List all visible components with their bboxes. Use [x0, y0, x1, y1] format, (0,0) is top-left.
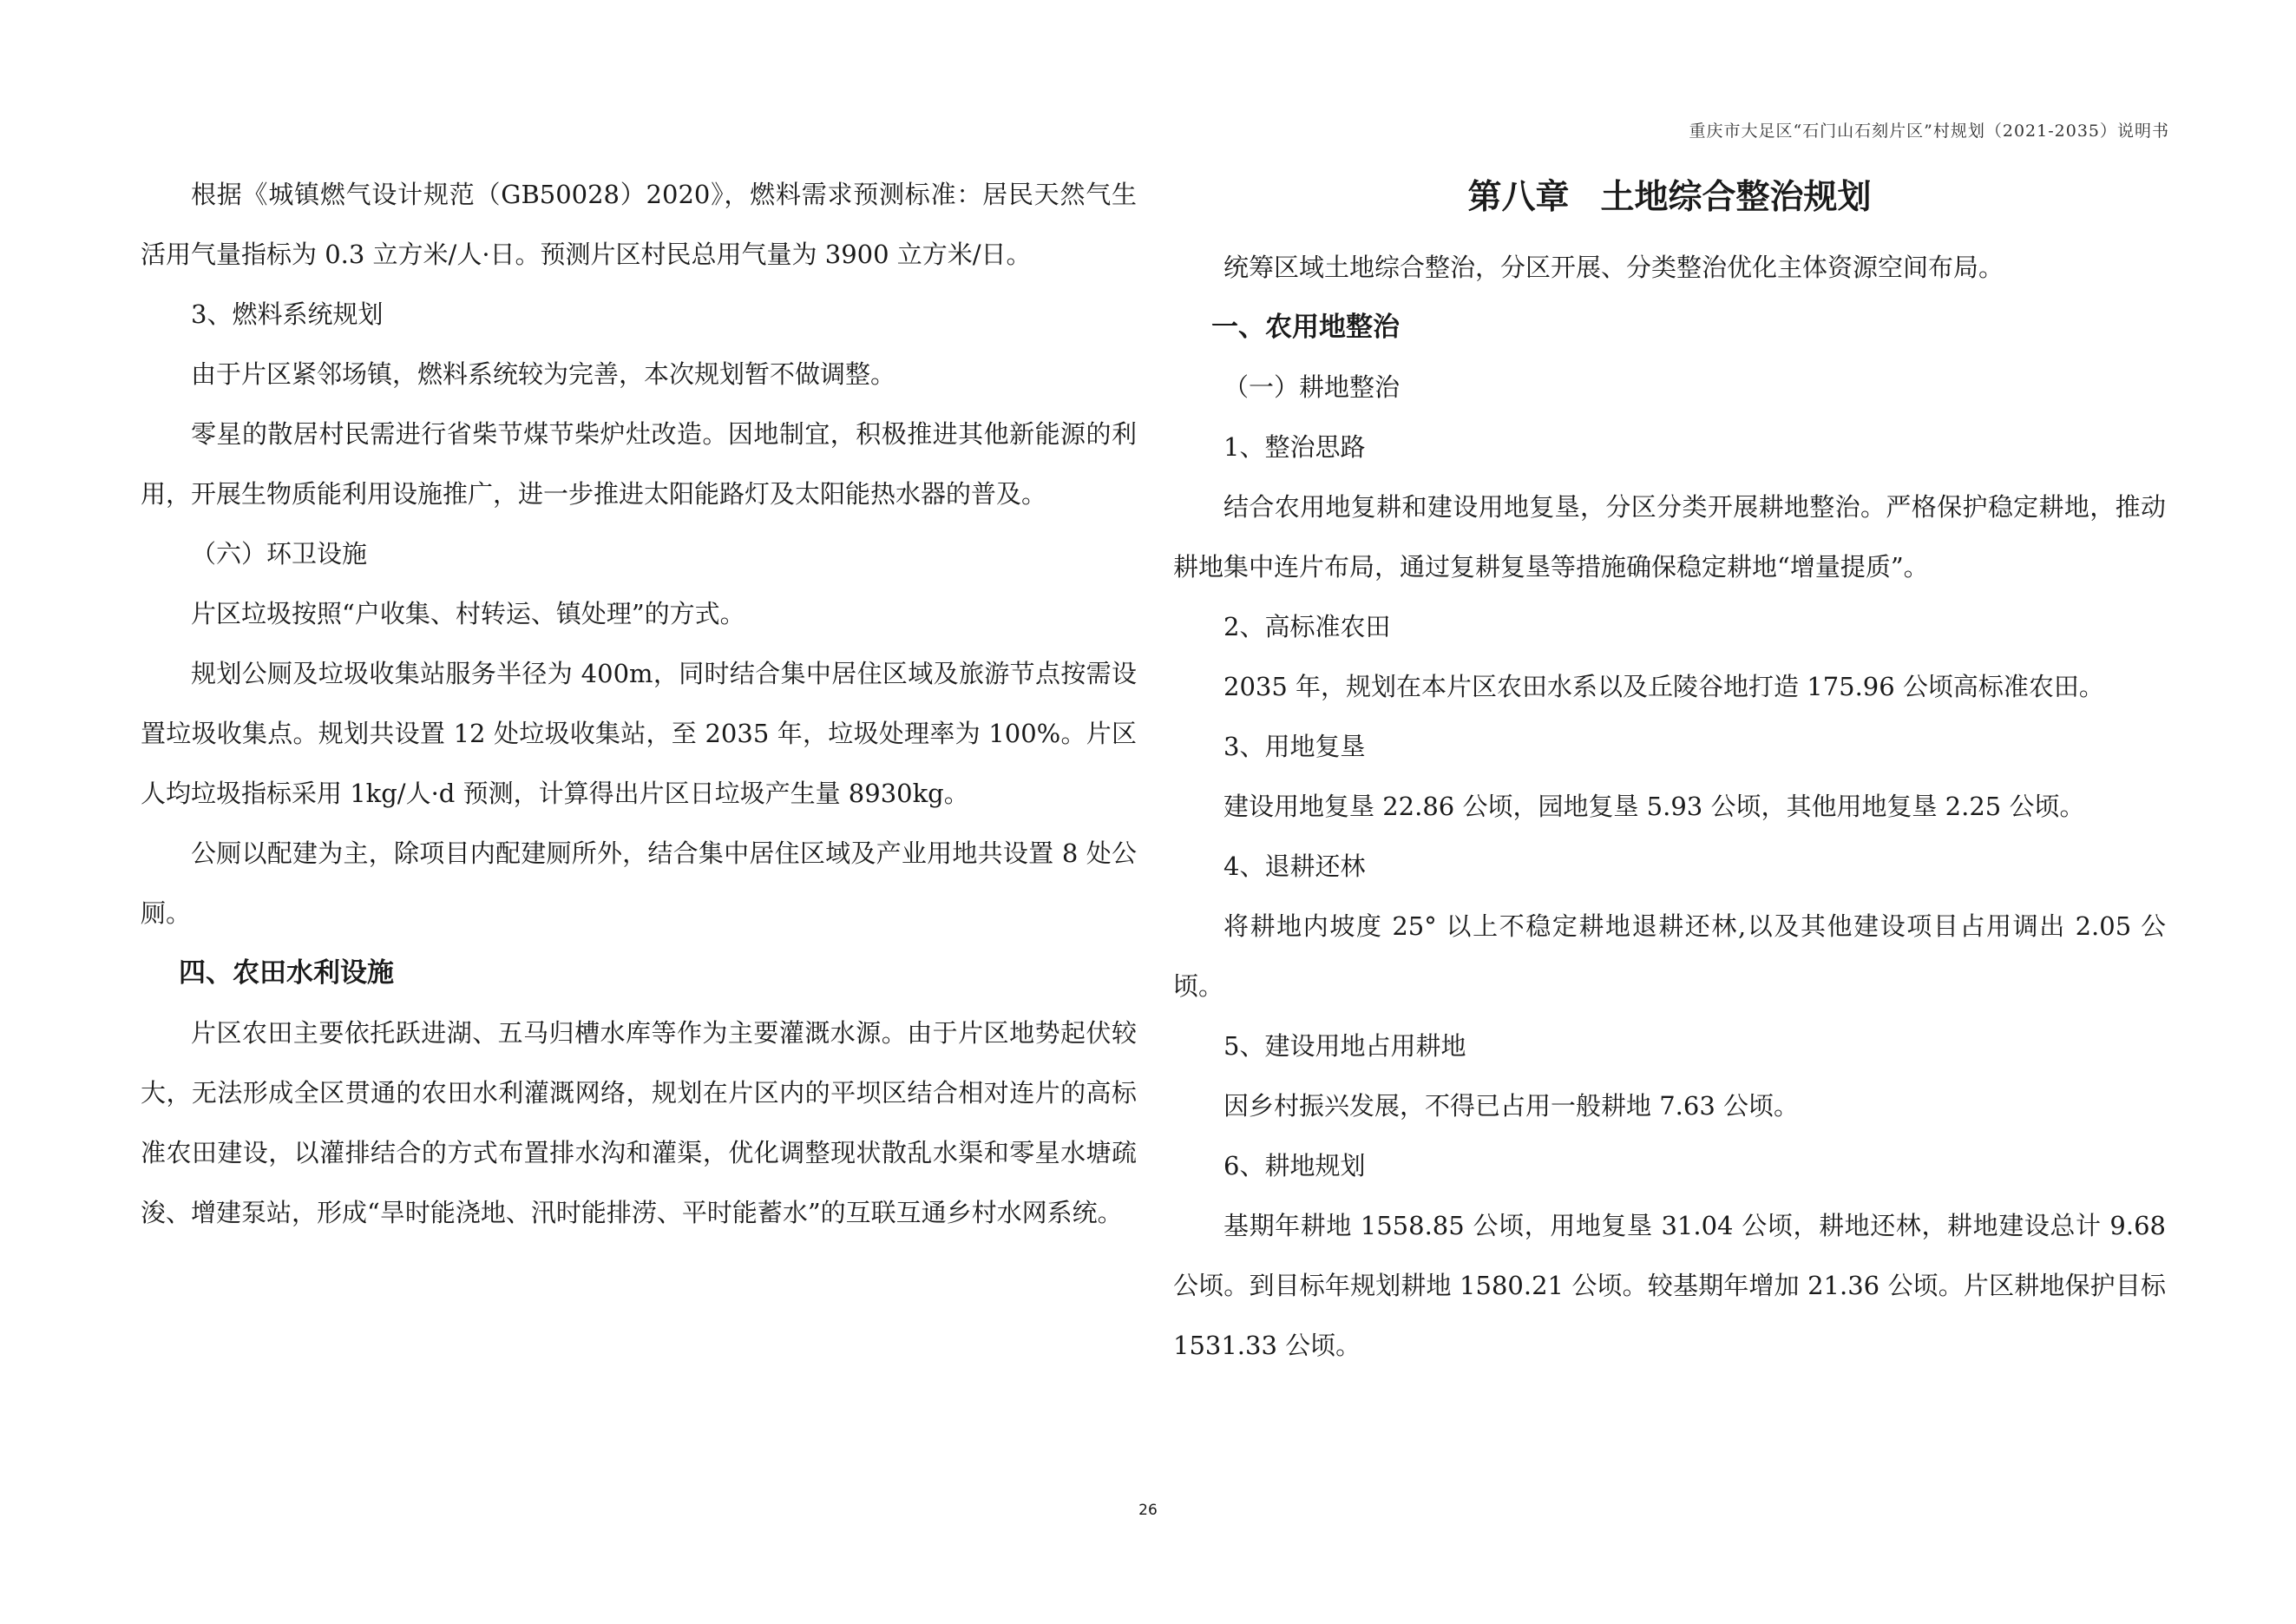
section-5-title: 5、建设用地占用耕地 [1223, 1031, 1466, 1061]
chapter-title [1173, 165, 2166, 231]
arable-heading: （一）耕地整治 [1223, 372, 1401, 402]
garbage-collection-paragraph: 片区垃圾按照“户收集、村转运、镇处理”的方式。 [191, 599, 745, 628]
public-toilet-paragraph: 公厕以配建为主，除项目内配建厕所外，结合集中居住区域及产业用地共设置 8 处公厕。 [141, 838, 1137, 928]
fuel-system-paragraph: 由于片区紧邻场镇，燃料系统较为完善，本次规划暂不做调整。 [191, 359, 896, 389]
fuel-system-heading: 3、燃料系统规划 [191, 299, 384, 329]
document-header: 重庆市大足区“石门山石刻片区”村规划（2021-2035）说明书 [1689, 122, 2169, 141]
section-4-title: 4、退耕还林 [1223, 851, 1366, 881]
chapter-name: 土地综合整治规划 [1600, 178, 1872, 217]
gas-demand-paragraph: 根据《城镇燃气设计规范（GB50028）2020》，燃料需求预测标准：居民天然气生活用气量指标为 0.3 立方米/人·日。预测片区村民总用气量为 3900 立方米/日。 [141, 180, 1137, 269]
right-column [1173, 165, 2166, 1376]
section-2-text: 2035 年，规划在本片区农田水系以及丘陵谷地打造 175.96 公顷高标准农田。 [1223, 672, 2104, 701]
sanitation-heading: （六）环卫设施 [191, 539, 368, 569]
garbage-station-paragraph: 规划公厕及垃圾收集站服务半径为 400m，同时结合集中居住区域及旅游节点按需设置垃圾收集点。规划共设置 12 处垃圾收集站，至 2035 年，垃圾处理率为 100%。片区人均垃圾指标采用 1kg/人·d 预测，计算得出片区日垃圾产生量 8930kg。 [141, 659, 1137, 808]
section-1-title: 1、整治思路 [1223, 432, 1366, 462]
chapter-intro: 统筹区域土地综合整治，分区开展、分类整治优化主体资源空间布局。 [1223, 253, 2004, 282]
section-5-text: 因乡村振兴发展，不得已占用一般耕地 7.63 公顷。 [1223, 1091, 1800, 1121]
section-2-title: 2、高标准农田 [1223, 612, 1391, 641]
section-3-title: 3、用地复垦 [1223, 732, 1366, 761]
chapter-number: 第八章 [1467, 178, 1570, 217]
new-energy-paragraph: 零星的散居村民需进行省柴节煤节柴炉灶改造。因地制宜，积极推进其他新能源的利用，开展生物质能利用设施推广，进一步推进太阳能路灯及太阳能热水器的普及。 [141, 419, 1137, 509]
irrigation-heading: 四、农田水利设施 [179, 957, 394, 989]
section-1-text: 结合农用地复耕和建设用地复垦，分区分类开展耕地整治。严格保护稳定耕地，推动耕地集中连片布局，通过复耕复垦等措施确保稳定耕地“增量提质”。 [1173, 492, 2166, 582]
left-column [141, 165, 1137, 1243]
section-6-text: 基期年耕地 1558.85 公顷，用地复垦 31.04 公顷，耕地还林，耕地建设总计 9.68 公顷。到目标年规划耕地 1580.21 公顷。较基期年增加 21.36 公顷。片区耕地保护目标 1531.33 公顷。 [1173, 1211, 2166, 1360]
farmland-heading: 一、农用地整治 [1211, 312, 1400, 343]
section-4-text: 将耕地内坡度 25° 以上不稳定耕地退耕还林,以及其他建设项目占用调出 2.05 公顷。 [1173, 911, 2166, 1001]
page-number: 26 [1138, 1502, 1158, 1519]
section-3-text: 建设用地复垦 22.86 公顷，园地复垦 5.93 公顷，其他用地复垦 2.25 公顷。 [1223, 792, 2085, 821]
section-6-title: 6、耕地规划 [1223, 1151, 1366, 1180]
irrigation-paragraph: 片区农田主要依托跃进湖、五马归槽水库等作为主要灌溉水源。由于片区地势起伏较大，无法形成全区贯通的农田水利灌溉网络，规划在片区内的平坝区结合相对连片的高标准农田建设，以灌排结合的方式布置排水沟和灌渠，优化调整现状散乱水渠和零星水塘疏浚、增建泵站，形成“旱时能浇地、汛时能排涝、平时能蓄水”的互联互通乡村水网系统。 [141, 1018, 1137, 1227]
